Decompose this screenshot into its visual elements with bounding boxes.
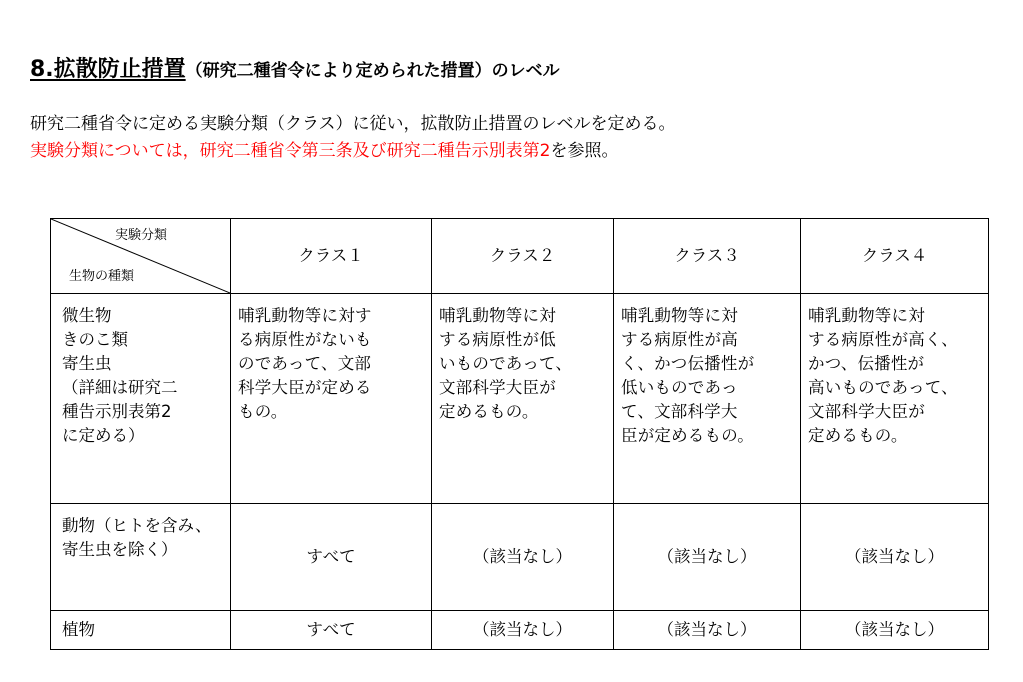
intro-reference-red: 実験分類については，研究二種省令第三条及び研究二種告示別表第2 bbox=[30, 141, 551, 161]
corner-label-organism: 生物の種類 bbox=[69, 269, 135, 284]
intro-line-1: 研究二種省令に定める実験分類（クラス）に従い，拡散防止措置のレベルを定める。 bbox=[30, 114, 676, 134]
row-header-plants: 植物 bbox=[51, 611, 231, 650]
class-header: クラス１ bbox=[231, 219, 432, 294]
intro-line-2 bbox=[30, 138, 676, 165]
table-header-row bbox=[51, 219, 989, 294]
title-main: 8.拡散防止措置 bbox=[30, 57, 186, 82]
table-cell: 哺乳動物等に対 する病原性が低 いものであって、 文部科学大臣が 定めるもの。 bbox=[432, 294, 614, 504]
table-cell: すべて bbox=[231, 504, 432, 611]
row-header-animals: 動物（ヒトを含み、 寄生虫を除く） bbox=[51, 504, 231, 611]
corner-cell bbox=[51, 219, 231, 294]
table-cell: （該当なし） bbox=[432, 504, 614, 611]
table-row bbox=[51, 294, 989, 504]
intro-text bbox=[30, 111, 676, 165]
table-cell: すべて bbox=[231, 611, 432, 650]
title-sub: （研究二種省令により定められた措置）のレベル bbox=[185, 61, 560, 81]
table-cell: 哺乳動物等に対す る病原性がないも のであって、文部 科学大臣が定める もの。 bbox=[231, 294, 432, 504]
table-cell: （該当なし） bbox=[432, 611, 614, 650]
table-row bbox=[51, 504, 989, 611]
table-cell: 哺乳動物等に対 する病原性が高く、 かつ、伝播性が 高いものであって、 文部科学大臣が 定めるもの。 bbox=[801, 294, 989, 504]
table-cell: （該当なし） bbox=[614, 504, 801, 611]
class-header: クラス４ bbox=[801, 219, 989, 294]
corner-label-classification: 実験分類 bbox=[115, 228, 168, 243]
intro-reference-rest: を参照。 bbox=[550, 141, 619, 161]
table-cell: 哺乳動物等に対 する病原性が高 く、かつ伝播性が 低いものであっ て、文部科学大 臣が定めるもの。 bbox=[614, 294, 801, 504]
row-header-microorganisms: 微生物 きのこ類 寄生虫 （詳細は研究二 種告示別表第2 に定める） bbox=[51, 294, 231, 504]
class-header: クラス２ bbox=[432, 219, 614, 294]
table-row bbox=[51, 611, 989, 650]
containment-level-table bbox=[50, 218, 989, 650]
table-cell: （該当なし） bbox=[801, 504, 989, 611]
page-title bbox=[30, 52, 560, 83]
table-cell: （該当なし） bbox=[801, 611, 989, 650]
table-cell: （該当なし） bbox=[614, 611, 801, 650]
class-header: クラス３ bbox=[614, 219, 801, 294]
